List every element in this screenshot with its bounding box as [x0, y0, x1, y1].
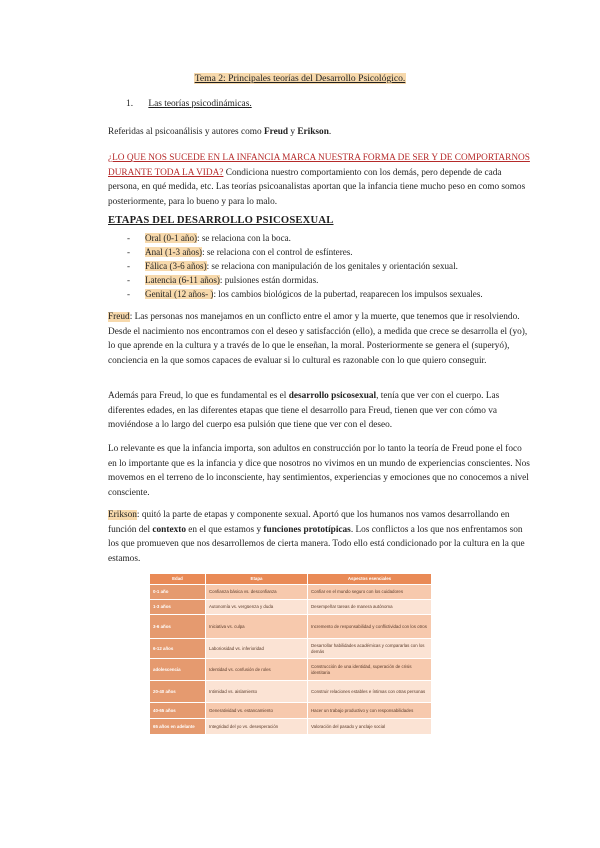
table-header-row: [150, 574, 432, 585]
prototypical-term: funciones prototípicas: [263, 524, 351, 535]
table-row: [150, 639, 432, 659]
question-answer: Condiciona nuestro comportamiento con los demás, pero depende de cada persona, en qué medida, etc. Las teorías psicoanalistas aportan que la infancia tiene mucho peso en como somos posteriormente, para lo bueno y para lo malo.: [108, 167, 526, 207]
section-label: Las teorías psicodinámicas.: [148, 99, 252, 109]
stage-cell: Laboriosidad vs. inferioridad: [206, 639, 308, 659]
freud-name: Freud: [263, 127, 289, 137]
table-row: [150, 719, 432, 735]
stages-table: [149, 573, 432, 735]
age-cell: 20-40 años: [150, 681, 206, 703]
stage-cell: Intimidad vs. aislamiento: [206, 681, 308, 703]
stage-name: Anal (1-3 años): [145, 247, 203, 257]
relevance-paragraph: Lo relevante es que la infancia importa, son adultos en construcción por lo tanto la teoría de Freud pone el foco en lo importante que es la infancia y dice que nosotros no vivimos en un mundo de experiencias conscientes. Nos movemos en el terreno de lo inconsciente, hay sentimientos, experiencias y emociones que no conocemos a nivel consciente.: [108, 444, 530, 498]
table-row: [150, 681, 432, 703]
age-cell: 6-12 años: [150, 639, 206, 659]
header-aspects: Aspectos esenciales: [308, 574, 432, 585]
aspect-cell: Valoración del pasado y anclaje social: [308, 719, 432, 735]
context-term: contexto: [152, 524, 186, 535]
age-cell: 0-1 año: [150, 585, 206, 600]
stage-item: - Genital (12 años- ): los cambios biológicos de la pubertad, reaparecen los impulsos sexuales.: [127, 289, 483, 299]
stages-heading: ETAPAS DEL DESARROLLO PSICOSEXUAL: [108, 215, 334, 226]
stage-cell: Iniciativa vs. culpa: [206, 615, 308, 639]
stage-item: - Oral (0-1 año): se relaciona con la boca.: [127, 233, 291, 243]
aspect-cell: Confiar en el mundo seguro con los cuidadores: [308, 585, 432, 600]
intro-paragraph: Referidas al psicoanálisis y autores como Freud y Erikson.: [108, 127, 332, 137]
header-stage: Etapa: [206, 574, 308, 585]
freud-paragraph: Freud: Las personas nos manejamos en un conflicto entre el amor y la muerte, que tenemos que ir resolviendo. Desde el nacimiento nos encontramos con el deseo y satisfacción (ello), a medida que crece se desarrolla el (yo), lo que aprende en la cultura y a través de lo que le enseñan, la moral. Posteriormente se genera el (superyó), conciencia en la que somos capaces de evaluar si lo cultural es razonable con lo que quiero conseguir.: [108, 312, 528, 366]
age-cell: 3-6 años: [150, 615, 206, 639]
stage-item: - Latencia (6-11 años): pulsiones están dormidas.: [127, 275, 319, 285]
stages-list: [127, 231, 537, 301]
question-paragraph: [108, 151, 532, 209]
aspect-cell: Desempeñar tareas de manera autónoma: [308, 600, 432, 615]
stage-item: - Anal (1-3 años): se relaciona con el control de esfínteres.: [127, 247, 353, 257]
aspect-cell: Construcción de una identidad, superación de crisis identitaria: [308, 659, 432, 681]
stage-name: Fálica (3-6 años): [145, 261, 207, 271]
stage-item: - Fálica (3-6 años): se relaciona con manipulación de los genitales y orientación sexual.: [127, 261, 458, 271]
psychosexual-term: desarrollo psicosexual: [288, 391, 377, 401]
aspect-cell: Construir relaciones estables e íntimas con otras personas: [308, 681, 432, 703]
question-text: ¿LO QUE NOS SUCEDE EN LA INFANCIA MARCA NUESTRA FORMA DE SER Y DE COMPORTARNOS DURANTE TODA LA VIDA?: [108, 153, 530, 178]
stage-name: Latencia (6-11 años): [145, 275, 220, 285]
aspect-cell: Hacer un trabajo productivo y con responsabilidades: [308, 703, 432, 719]
document-title: Tema 2: Principales teorías del Desarrollo Psicológico.: [194, 73, 406, 84]
age-cell: 65 años en adelante: [150, 719, 206, 735]
table-row: [150, 585, 432, 600]
erikson-paragraph: Erikson: quitó la parte de etapas y componente sexual. Aportó que los humanos nos vamos desarrollando en función del contexto en el que estamos y funciones prototípicas. Los conflictos a los que nos enfrentamos son los que promueven que nos desarrollemos de cierta manera. Todo ello está condicionado por la cultura en la que estamos.: [108, 510, 525, 564]
stage-name: Oral (0-1 año): [145, 233, 198, 243]
table-row: [150, 659, 432, 681]
table-row: [150, 615, 432, 639]
table-row: [150, 600, 432, 615]
stage-name: Genital (12 años- ): [145, 289, 214, 299]
age-cell: 1-3 años: [150, 600, 206, 615]
header-age: Edad: [150, 574, 206, 585]
aspect-cell: Desarrollar habilidades académicas y compararlas con los demás: [308, 639, 432, 659]
section-heading: [126, 99, 252, 109]
stage-cell: Generatividad vs. estancamiento: [206, 703, 308, 719]
age-cell: 40-65 años: [150, 703, 206, 719]
erikson-stages-table: [149, 573, 431, 735]
psychosexual-paragraph: Además para Freud, lo que es fundamental es el desarrollo psicosexual, tenía que ver con el cuerpo. Las diferentes edades, en las diferentes etapas que tiene el desarrollo para Freud, tienen que ver con cómo va moviéndose a lo largo del cuerpo esa pulsión que tiene que ver con el deseo.: [108, 391, 500, 431]
freud-label: Freud: [108, 312, 130, 322]
aspect-cell: Incremento de responsabilidad y conflictividad con los otros: [308, 615, 432, 639]
section-number: 1.: [126, 99, 134, 109]
stage-cell: Confianza básica vs. desconfianza: [206, 585, 308, 600]
erikson-name: Erikson: [297, 127, 329, 137]
table-row: [150, 703, 432, 719]
age-cell: adolescencia: [150, 659, 206, 681]
stage-cell: Integridad del yo vs. desesperación: [206, 719, 308, 735]
stage-cell: Identidad vs. confusión de roles: [206, 659, 308, 681]
stage-cell: Autonomía vs. vergüenza y duda: [206, 600, 308, 615]
erikson-label: Erikson: [108, 510, 137, 520]
